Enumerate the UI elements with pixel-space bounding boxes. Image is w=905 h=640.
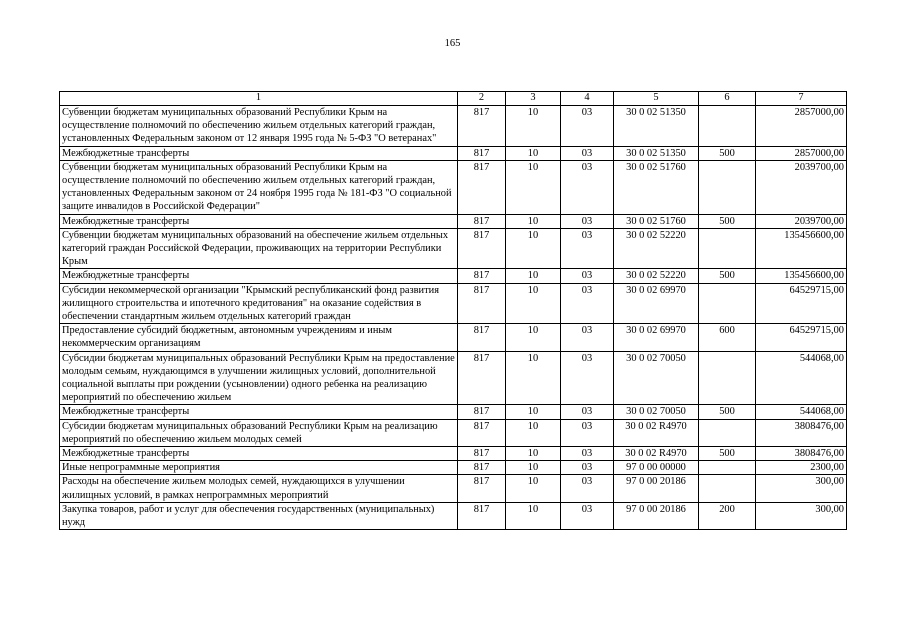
row-subsection: 03	[561, 475, 614, 502]
table-row	[60, 475, 847, 502]
row-subsection: 03	[561, 228, 614, 269]
row-amount: 64529715,00	[756, 283, 847, 324]
row-code: 817	[458, 475, 506, 502]
row-name: Иные непрограммные мероприятия	[60, 461, 458, 475]
row-target-article: 30 0 02 70050	[614, 351, 699, 405]
row-code: 817	[458, 351, 506, 405]
row-name: Субвенции бюджетам муниципальных образований на обеспечение жильем отдельных категорий граждан Российской Федерации, проживающих на территории Республики Крым	[60, 228, 458, 269]
row-name: Расходы на обеспечение жильем молодых семей, нуждающихся в улучшении жилищных условий, в рамках непрограммных мероприятий	[60, 475, 458, 502]
row-expense-type: 500	[699, 269, 756, 283]
row-target-article: 30 0 02 51760	[614, 214, 699, 228]
row-target-article: 30 0 02 R4970	[614, 419, 699, 446]
row-code: 817	[458, 214, 506, 228]
row-code: 817	[458, 146, 506, 160]
row-target-article: 30 0 02 52220	[614, 228, 699, 269]
table-row	[60, 502, 847, 529]
row-target-article: 30 0 02 69970	[614, 283, 699, 324]
row-name: Субсидии некоммерческой организации "Крымский республиканский фонд развития жилищного строительства и ипотечного кредитования" на оказание содействия в обеспечении стандартным жильем отдельных категорий граждан	[60, 283, 458, 324]
row-amount: 2857000,00	[756, 146, 847, 160]
row-subsection: 03	[561, 269, 614, 283]
row-section: 10	[506, 228, 561, 269]
row-code: 817	[458, 160, 506, 214]
row-section: 10	[506, 283, 561, 324]
row-code: 817	[458, 269, 506, 283]
row-amount: 300,00	[756, 475, 847, 502]
row-target-article: 30 0 02 51350	[614, 106, 699, 147]
row-subsection: 03	[561, 146, 614, 160]
row-amount: 2039700,00	[756, 214, 847, 228]
row-target-article: 30 0 02 51350	[614, 146, 699, 160]
row-section: 10	[506, 160, 561, 214]
row-name: Предоставление субсидий бюджетным, автономным учреждениям и иным некоммерческим организациям	[60, 324, 458, 351]
row-expense-type	[699, 475, 756, 502]
row-subsection: 03	[561, 351, 614, 405]
row-amount: 544068,00	[756, 405, 847, 419]
row-code: 817	[458, 461, 506, 475]
row-amount: 2300,00	[756, 461, 847, 475]
row-section: 10	[506, 269, 561, 283]
table-row	[60, 228, 847, 269]
row-code: 817	[458, 106, 506, 147]
row-subsection: 03	[561, 405, 614, 419]
row-target-article: 97 0 00 00000	[614, 461, 699, 475]
row-code: 817	[458, 283, 506, 324]
row-expense-type: 500	[699, 214, 756, 228]
row-subsection: 03	[561, 461, 614, 475]
row-name: Субвенции бюджетам муниципальных образований Республики Крым на осуществление полномочий по обеспечению жильем отдельных категорий граждан, установленных Федеральным законом от 24 ноября 1995 года № 181-ФЗ "О социальной защите инвалидов в Российской Федерации"	[60, 160, 458, 214]
header-row	[60, 92, 847, 106]
row-amount: 300,00	[756, 502, 847, 529]
column-header: 2	[458, 92, 506, 106]
row-expense-type: 500	[699, 447, 756, 461]
row-expense-type: 600	[699, 324, 756, 351]
row-target-article: 97 0 00 20186	[614, 475, 699, 502]
row-expense-type: 500	[699, 146, 756, 160]
column-header: 3	[506, 92, 561, 106]
table-row	[60, 351, 847, 405]
table-row	[60, 146, 847, 160]
row-section: 10	[506, 324, 561, 351]
row-section: 10	[506, 502, 561, 529]
table-row	[60, 447, 847, 461]
row-subsection: 03	[561, 160, 614, 214]
row-name: Межбюджетные трансферты	[60, 405, 458, 419]
row-code: 817	[458, 405, 506, 419]
row-amount: 2857000,00	[756, 106, 847, 147]
row-expense-type	[699, 461, 756, 475]
row-subsection: 03	[561, 214, 614, 228]
row-amount: 3808476,00	[756, 419, 847, 446]
row-subsection: 03	[561, 106, 614, 147]
column-header: 4	[561, 92, 614, 106]
column-header: 5	[614, 92, 699, 106]
row-target-article: 30 0 02 70050	[614, 405, 699, 419]
table-body	[60, 106, 847, 530]
row-expense-type	[699, 228, 756, 269]
row-name: Межбюджетные трансферты	[60, 269, 458, 283]
row-section: 10	[506, 106, 561, 147]
row-section: 10	[506, 405, 561, 419]
row-code: 817	[458, 324, 506, 351]
table-row	[60, 324, 847, 351]
row-section: 10	[506, 351, 561, 405]
row-target-article: 30 0 02 52220	[614, 269, 699, 283]
row-name: Межбюджетные трансферты	[60, 214, 458, 228]
row-name: Субвенции бюджетам муниципальных образований Республики Крым на осуществление полномочий по обеспечению жильем отдельных категорий граждан, установленных Федеральным законом от 12 января 1995 года № 5-ФЗ "О ветеранах"	[60, 106, 458, 147]
row-amount: 3808476,00	[756, 447, 847, 461]
row-expense-type	[699, 160, 756, 214]
row-expense-type: 200	[699, 502, 756, 529]
row-subsection: 03	[561, 283, 614, 324]
column-header: 7	[756, 92, 847, 106]
row-section: 10	[506, 475, 561, 502]
row-section: 10	[506, 146, 561, 160]
column-header: 1	[60, 92, 458, 106]
table-row	[60, 214, 847, 228]
row-section: 10	[506, 419, 561, 446]
row-name: Закупка товаров, работ и услуг для обеспечения государственных (муниципальных) нужд	[60, 502, 458, 529]
row-amount: 135456600,00	[756, 269, 847, 283]
row-code: 817	[458, 447, 506, 461]
row-target-article: 97 0 00 20186	[614, 502, 699, 529]
row-subsection: 03	[561, 447, 614, 461]
table-row	[60, 419, 847, 446]
row-target-article: 30 0 02 51760	[614, 160, 699, 214]
row-section: 10	[506, 214, 561, 228]
table-row	[60, 283, 847, 324]
table-row	[60, 269, 847, 283]
page-number: 165	[444, 38, 461, 49]
row-expense-type	[699, 419, 756, 446]
row-amount: 135456600,00	[756, 228, 847, 269]
table-row	[60, 106, 847, 147]
row-subsection: 03	[561, 502, 614, 529]
row-code: 817	[458, 419, 506, 446]
row-expense-type: 500	[699, 405, 756, 419]
row-name: Субсидии бюджетам муниципальных образований Республики Крым на реализацию мероприятий по обеспечению жильем молодых семей	[60, 419, 458, 446]
row-section: 10	[506, 447, 561, 461]
table-row	[60, 461, 847, 475]
table-row	[60, 160, 847, 214]
row-name: Межбюджетные трансферты	[60, 447, 458, 461]
row-amount: 544068,00	[756, 351, 847, 405]
row-subsection: 03	[561, 419, 614, 446]
row-expense-type	[699, 351, 756, 405]
row-amount: 2039700,00	[756, 160, 847, 214]
table-row	[60, 405, 847, 419]
row-name: Межбюджетные трансферты	[60, 146, 458, 160]
row-section: 10	[506, 461, 561, 475]
row-expense-type	[699, 106, 756, 147]
row-expense-type	[699, 283, 756, 324]
row-amount: 64529715,00	[756, 324, 847, 351]
budget-table	[59, 91, 847, 530]
row-name: Субсидии бюджетам муниципальных образований Республики Крым на предоставление молодым семьям, нуждающимся в улучшении жилищных условий, дополнительной социальной выплаты при рождении (усыновлении) одного ребенка на реализацию мероприятий по обеспечению жильем	[60, 351, 458, 405]
row-code: 817	[458, 502, 506, 529]
column-header: 6	[699, 92, 756, 106]
row-target-article: 30 0 02 69970	[614, 324, 699, 351]
row-subsection: 03	[561, 324, 614, 351]
row-code: 817	[458, 228, 506, 269]
row-target-article: 30 0 02 R4970	[614, 447, 699, 461]
